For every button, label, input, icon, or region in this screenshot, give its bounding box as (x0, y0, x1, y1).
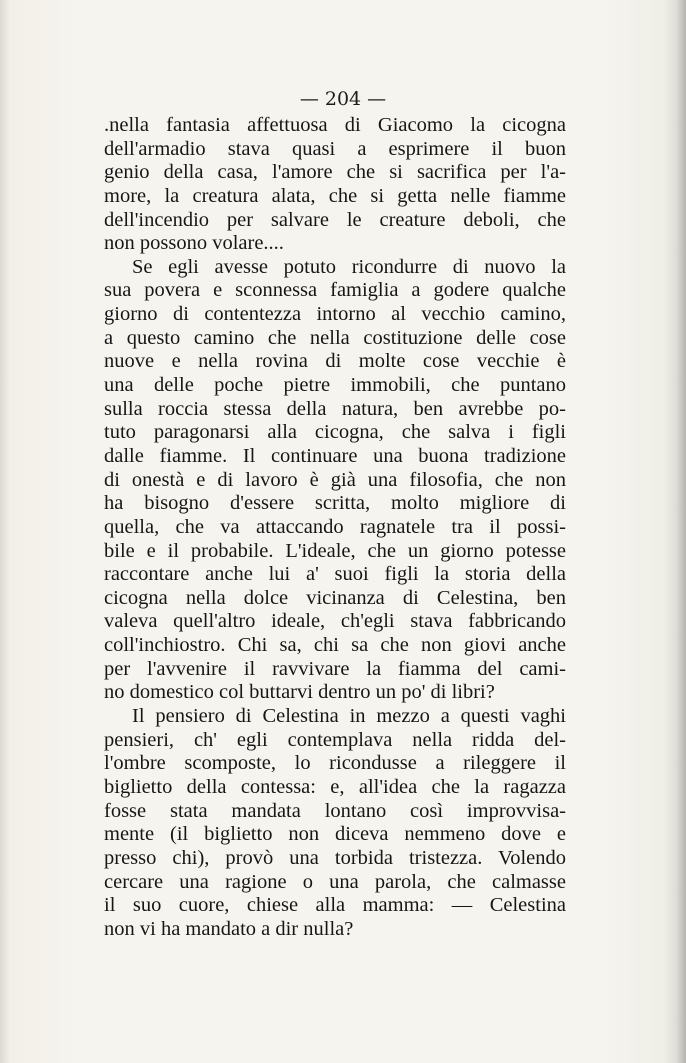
text-line: coll'inchiostro. Chi sa, chi sa che non giovi anche (104, 634, 566, 657)
text-line: non possono volare.... (104, 232, 284, 255)
text-line: dell'armadio stava quasi a esprimere il buon (104, 137, 566, 160)
text-line: a questo camino che nella costituzione delle cose (104, 326, 566, 349)
text-line: no domestico col buttarvi dentro un po' di libri? (104, 681, 495, 704)
text-line: per l'avvenire il ravvivare la fiamma del cami- (104, 657, 566, 680)
text-line: valeva quell'altro ideale, ch'egli stava fabbricando (104, 610, 566, 633)
text-line: raccontare anche lui a' suoi figli la storia della (104, 563, 566, 586)
text-line: nuove e nella rovina di molte cose vecchie è (104, 350, 566, 373)
text-line: una delle poche pietre immobili, che puntano (104, 374, 566, 397)
text-line: mente (il biglietto non diceva nemmeno dove e (104, 823, 566, 846)
page-left-shadow (0, 0, 10, 1063)
text-line: tuto paragonarsi alla cicogna, che salva i figli (104, 421, 566, 444)
text-line: l'ombre scomposte, lo ricondusse a rileggere il (104, 752, 566, 775)
text-line: pensieri, ch' egli contemplava nella ridda del- (104, 728, 566, 751)
text-line: bile e il probabile. L'ideale, che un giorno potesse (104, 539, 566, 562)
text-line: dalle fiamme. Il continuare una buona tradizione (104, 444, 566, 467)
page-number: — 204 — (299, 88, 387, 110)
text-line: more, la creatura alata, che si getta nelle fiamme (104, 184, 566, 207)
text-line: sua povera e sconnessa famiglia a godere qualche (104, 279, 566, 302)
page-gutter-shadow (664, 0, 686, 1063)
text-line: cercare una ragione o una parola, che calmasse (104, 870, 566, 893)
text-line: ha bisogno d'essere scritta, molto migliore di (104, 492, 566, 515)
text-line: giorno di contentezza intorno al vecchio camino, (104, 303, 566, 326)
text-line: il suo cuore, chiese alla mamma: — Celestina (104, 894, 566, 917)
text-line: di onestà e di lavoro è già una filosofia, che non (104, 468, 566, 491)
paragraph-first-line: Il pensiero di Celestina in mezzo a questi vaghi (132, 705, 566, 728)
text-line: biglietto della contessa: e, all'idea che la ragazza (104, 775, 566, 798)
text-line: genio della casa, l'amore che si sacrifica per l'a- (104, 161, 566, 184)
text-line: non vi ha mandato a dir nulla? (104, 917, 354, 940)
text-line: dell'incendio per salvare le creature deboli, che (104, 208, 566, 231)
text-line: sulla roccia stessa della natura, ben avrebbe po- (104, 397, 566, 420)
text-line: quella, che va attaccando ragnatele tra il possi- (104, 515, 566, 538)
text-line: fosse stata mandata lontano così improvvisa- (104, 799, 566, 822)
text-line: .nella fantasia affettuosa di Giacomo la cicogna (104, 114, 566, 136)
paragraph-first-line: Se egli avesse potuto ricondurre di nuovo la (132, 255, 566, 278)
text-line: presso chi), provò una torbida tristezza. Volendo (104, 846, 566, 869)
body-text (104, 114, 566, 941)
text-line: cicogna nella dolce vicinanza di Celestina, ben (104, 586, 566, 609)
